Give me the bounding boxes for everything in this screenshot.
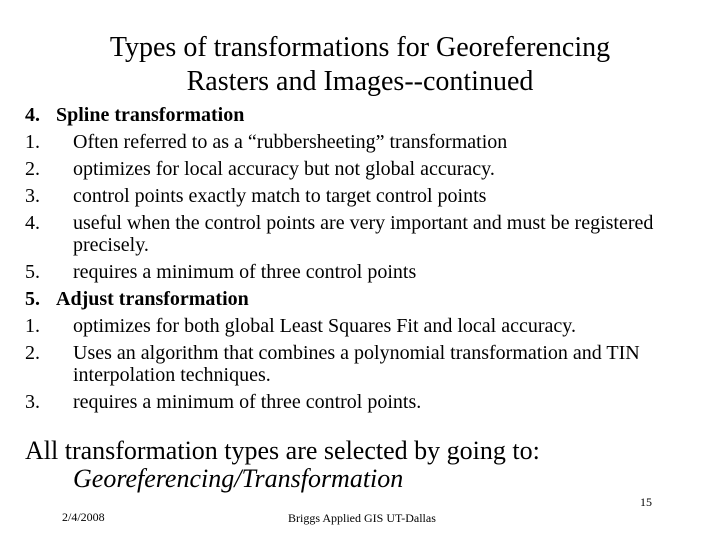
section-heading [25, 288, 695, 310]
slide-title [40, 31, 680, 99]
list-item-number: 5. [25, 261, 40, 283]
menu-path: Georeferencing/Transformation [73, 464, 404, 493]
list-item-text: requires a minimum of three control points. [73, 391, 422, 413]
list-item [25, 212, 695, 256]
list-item [25, 315, 695, 337]
list-item [25, 261, 695, 283]
list-item-number: 2. [25, 342, 40, 364]
list-item-text: optimizes for both global Least Squares Fit and local accuracy. [73, 315, 576, 337]
list-item-text: Uses an algorithm that combines a polynomial transformation and TIN interpolation techniques. [73, 342, 640, 386]
list-item-text: control points exactly match to target control points [73, 185, 487, 207]
list-item [25, 342, 695, 386]
list-item [25, 185, 695, 207]
list-item-text: Spline transformation [56, 104, 245, 126]
list-item [25, 131, 695, 153]
list-item-number: 4. [25, 212, 40, 234]
list-item-number: 5. [25, 288, 40, 310]
section-heading [25, 104, 695, 126]
list-item-number: 1. [25, 131, 40, 153]
list-item-text: useful when the control points are very important and must be registered precisely. [73, 212, 654, 256]
list-item-number: 1. [25, 315, 40, 337]
list-item-number: 4. [25, 104, 40, 126]
list-item-text: Adjust transformation [56, 288, 249, 310]
list-item-text: optimizes for local accuracy but not global accuracy. [73, 158, 495, 180]
page-number: 15 [640, 495, 652, 509]
bullet-list [25, 104, 695, 418]
list-item-number: 2. [25, 158, 40, 180]
list-item-number: 3. [25, 185, 40, 207]
list-item [25, 391, 695, 413]
footer-date: 2/4/2008 [62, 510, 105, 524]
summary-text [25, 437, 695, 493]
list-item [25, 158, 695, 180]
list-item-text: requires a minimum of three control points [73, 261, 417, 283]
slide-title-line-1: Types of transformations for Georeferencing [109, 32, 611, 63]
slide-title-line-2: Rasters and Images--continued [186, 66, 534, 97]
list-item-text: Often referred to as a “rubbersheeting” transformation [73, 131, 508, 153]
footer-credit: Briggs Applied GIS UT-Dallas [288, 511, 436, 525]
summary-sentence: All transformation types are selected by going to: [25, 436, 540, 465]
list-item-number: 3. [25, 391, 40, 413]
